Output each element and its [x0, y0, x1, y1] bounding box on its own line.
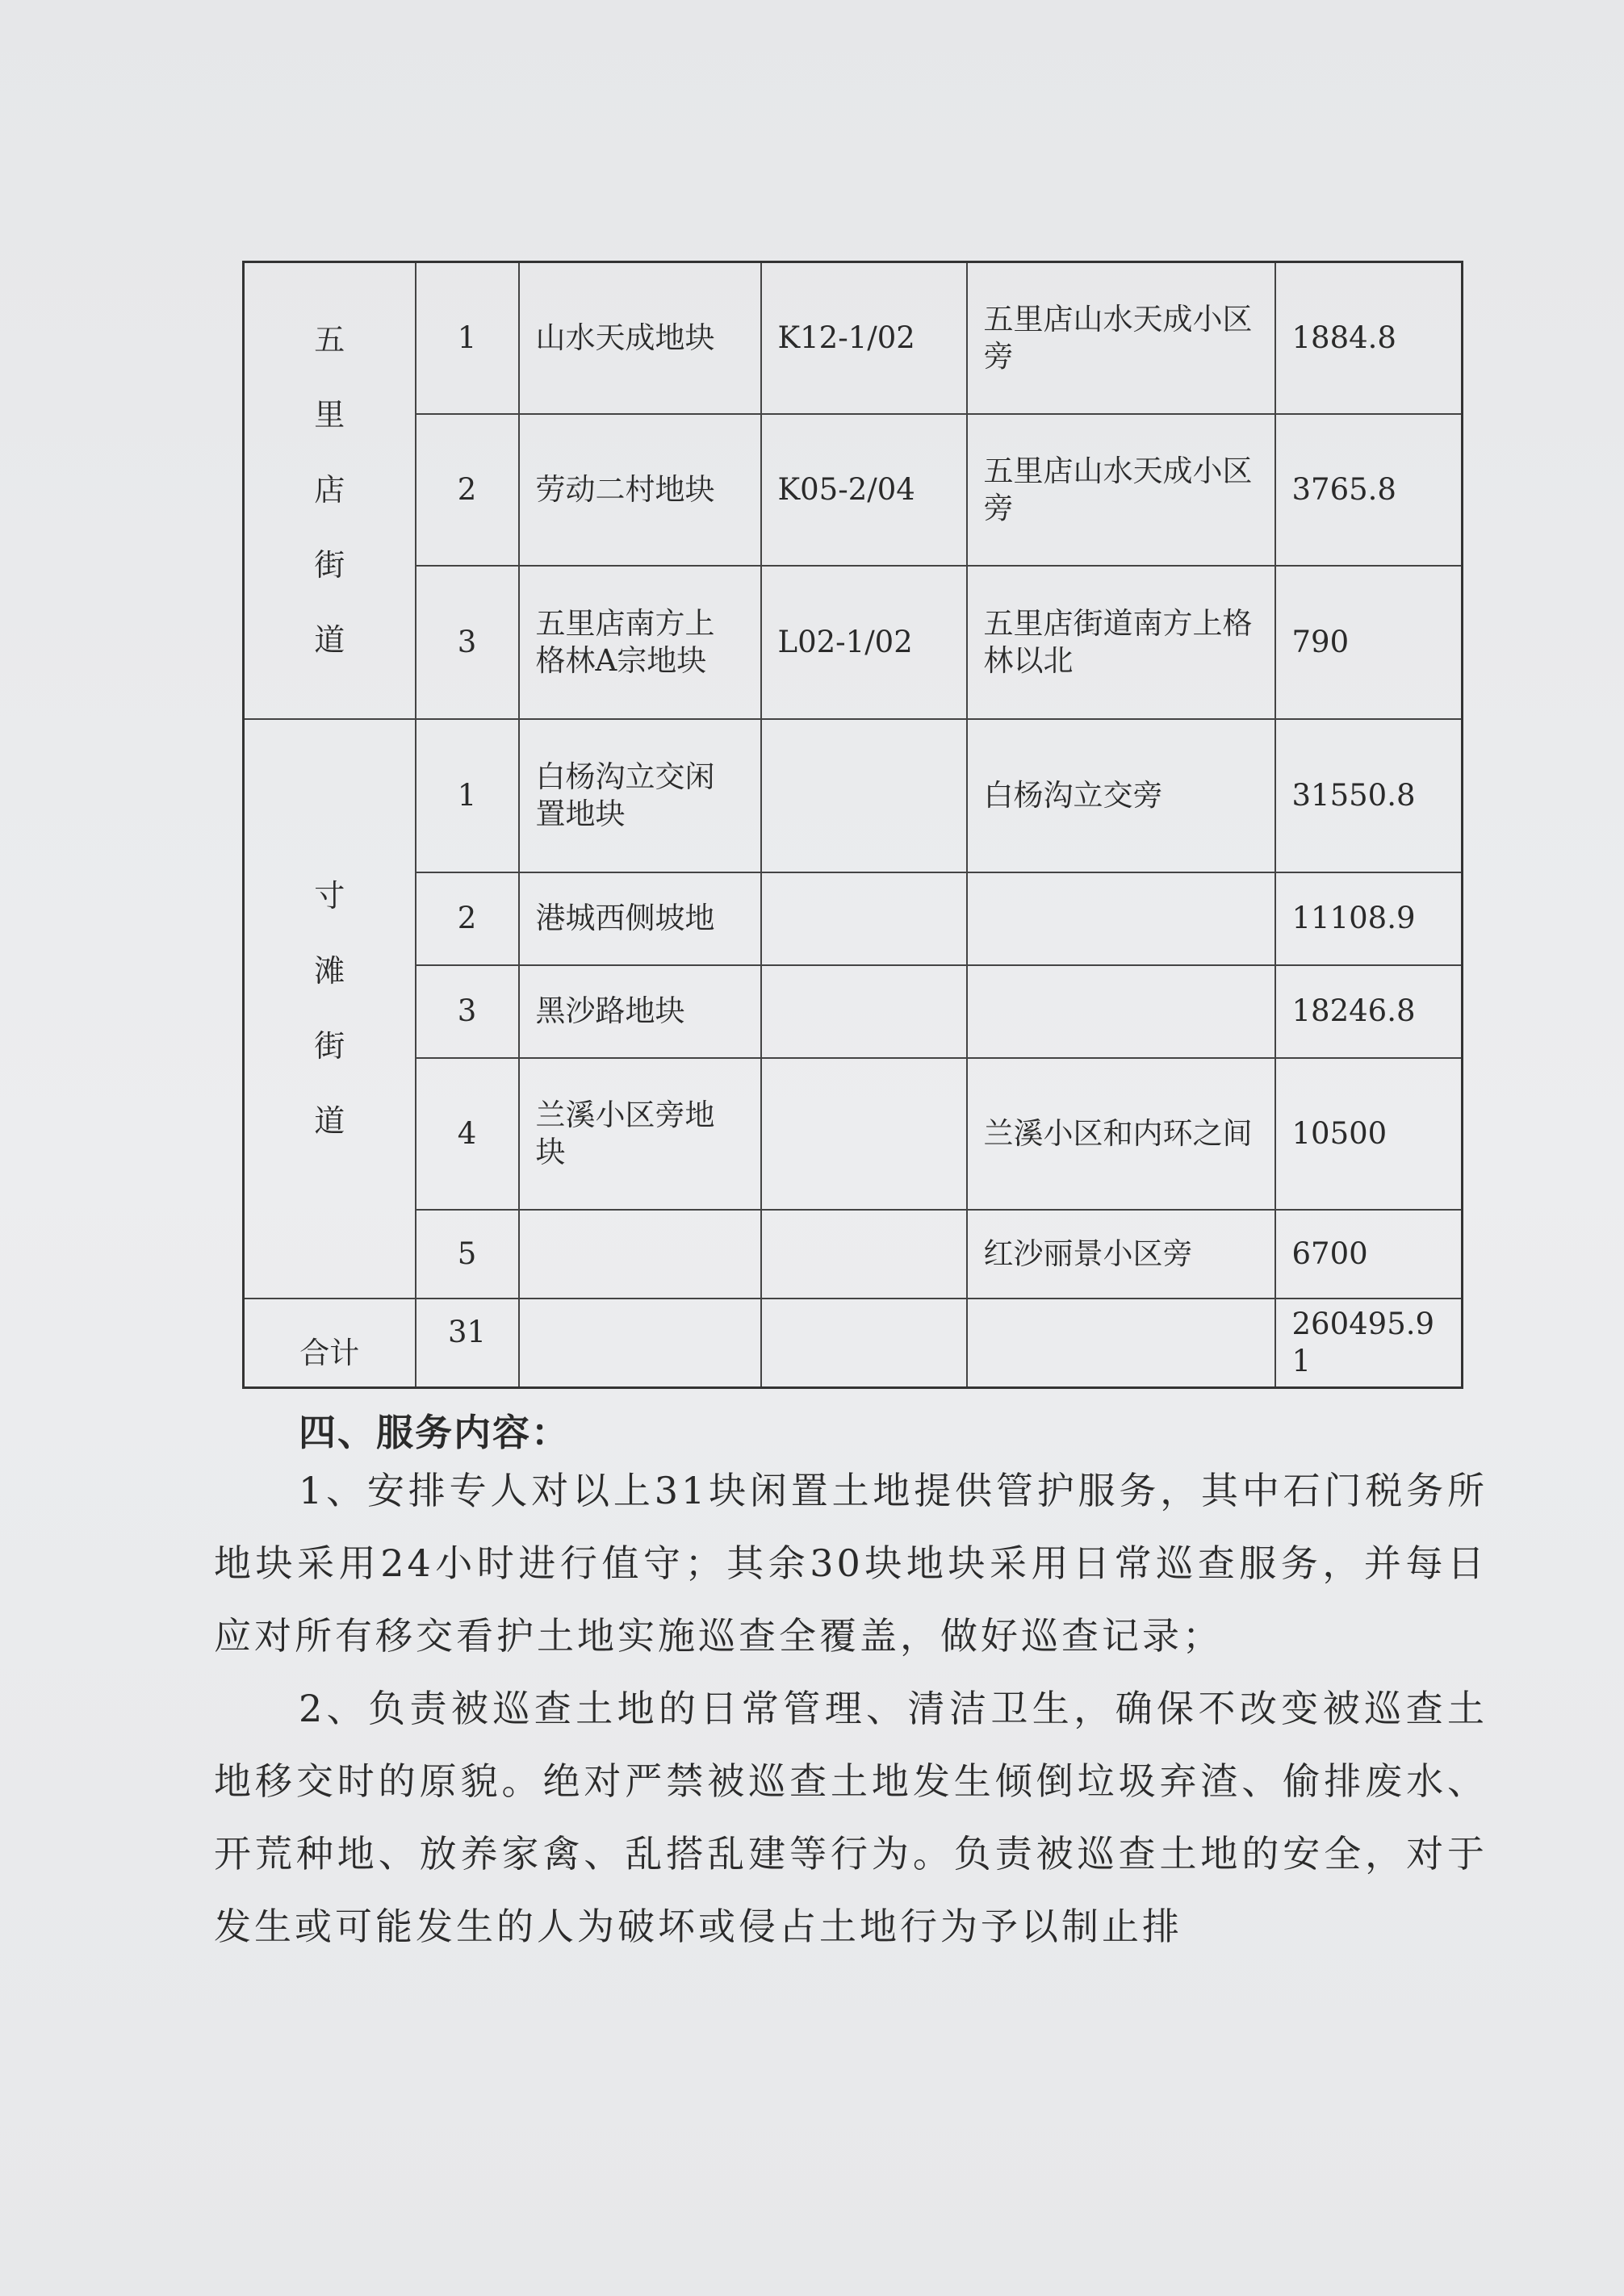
- district-name: 寸滩街道: [314, 877, 345, 1139]
- table-row: [244, 262, 1463, 414]
- empty-cell: [519, 1299, 761, 1388]
- table-row: [244, 1058, 1463, 1210]
- row-number: 1: [416, 719, 519, 872]
- row-number: 2: [416, 414, 519, 566]
- paragraph-2: 2、负责被巡查土地的日常管理、清洁卫生，确保不改变被巡查土地移交时的原貌。绝对严禁被巡查土地发生倾倒垃圾弃渣、偷排废水、开荒种地、放养家禽、乱搭乱建等行为。负责被巡查土地的安全，对于发生或可能发生的人为破坏或侵占土地行为予以制止排: [214, 1687, 1488, 1948]
- idle-land-table: [242, 261, 1463, 1389]
- section-heading: 四、服务内容：: [299, 1411, 570, 1454]
- plot-area: 1884.8: [1275, 262, 1463, 414]
- plot-code: [761, 1058, 967, 1210]
- plot-code: K12-1/02: [761, 262, 967, 414]
- plot-location: 五里店山水天成小区旁: [967, 414, 1275, 566]
- district-cell: [244, 719, 416, 1299]
- plot-name: 黑沙路地块: [519, 965, 761, 1058]
- plot-area: 18246.8: [1275, 965, 1463, 1058]
- table-row: [244, 414, 1463, 566]
- row-number: 4: [416, 1058, 519, 1210]
- plot-location: 五里店山水天成小区旁: [967, 262, 1275, 414]
- row-number: 3: [416, 965, 519, 1058]
- table-row: [244, 1210, 1463, 1299]
- plot-code: K05-2/04: [761, 414, 967, 566]
- plot-name: 兰溪小区旁地块: [519, 1058, 761, 1210]
- plot-location: 红沙丽景小区旁: [967, 1210, 1275, 1299]
- plot-area: 3765.8: [1275, 414, 1463, 566]
- plot-name: 港城西侧坡地: [519, 872, 761, 965]
- plot-code: [761, 965, 967, 1058]
- row-number: 3: [416, 566, 519, 719]
- plot-name: 山水天成地块: [519, 262, 761, 414]
- plot-name: 劳动二村地块: [519, 414, 761, 566]
- table-row: [244, 719, 1463, 872]
- plot-location: 白杨沟立交旁: [967, 719, 1275, 872]
- total-row: [244, 1299, 1463, 1388]
- total-area: 260495.91: [1275, 1299, 1463, 1388]
- plot-location: 兰溪小区和内环之间: [967, 1058, 1275, 1210]
- total-count-cell: [416, 1299, 519, 1388]
- plot-code: [761, 1210, 967, 1299]
- total-label-cell: [244, 1299, 416, 1388]
- empty-cell: [761, 1299, 967, 1388]
- plot-location: [967, 965, 1275, 1058]
- plot-area: 11108.9: [1275, 872, 1463, 965]
- plot-code: L02-1/02: [761, 566, 967, 719]
- table-row: [244, 566, 1463, 719]
- plot-area: 10500: [1275, 1058, 1463, 1210]
- plot-code: [761, 872, 967, 965]
- total-label: 合计: [299, 1336, 360, 1370]
- row-number: 5: [416, 1210, 519, 1299]
- row-number: 1: [416, 262, 519, 414]
- plot-area: 6700: [1275, 1210, 1463, 1299]
- table-row: [244, 872, 1463, 965]
- total-count: 31: [447, 1314, 487, 1349]
- paragraph-1: 1、安排专人对以上31块闲置土地提供管护服务，其中石门税务所地块采用24小时进行值守；其余30块地块采用日常巡查服务，并每日应对所有移交看护土地实施巡查全覆盖，做好巡查记录；: [214, 1469, 1488, 1658]
- plot-name: 白杨沟立交闲置地块: [519, 719, 761, 872]
- table-row: [244, 965, 1463, 1058]
- row-number: 2: [416, 872, 519, 965]
- plot-code: [761, 719, 967, 872]
- empty-cell: [967, 1299, 1275, 1388]
- plot-area: 790: [1275, 566, 1463, 719]
- plot-location: [967, 872, 1275, 965]
- plot-name: 五里店南方上格林A宗地块: [519, 566, 761, 719]
- plot-name: [519, 1210, 761, 1299]
- district-cell: [244, 262, 416, 719]
- plot-location: 五里店街道南方上格林以北: [967, 566, 1275, 719]
- plot-area: 31550.8: [1275, 719, 1463, 872]
- district-name: 五里店街道: [314, 322, 345, 659]
